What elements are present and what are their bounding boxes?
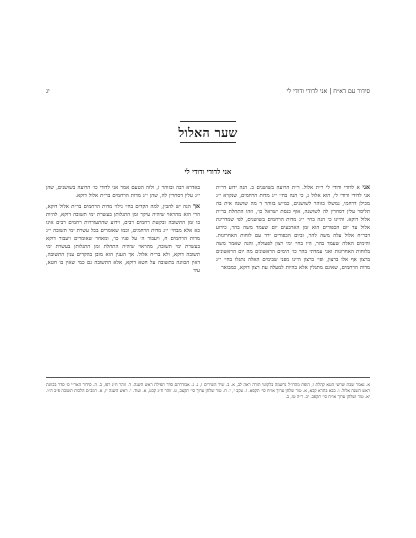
right-column-paragraph: [216, 184, 370, 272]
lead-word: אך: [192, 203, 200, 210]
footnotes: א. נאמר שבת שרשי הטא קהלת ו, הופת מהדו״ל נרשמה בלקוטי תורה ראה לב, א. ב. שיר השירים ו, ג. ג. אבודרהם סדר תפילת ראש השנה. ד. זוהר ח״ג רפו, ב. ה. סידור האר״י ס׳ סדר בכוונת ראש השנה אלול. ו. בבא בתרא קכא, א. טור שלחן ערוך או״ח סי׳ תקפא. ז. עקב י, י. ח. טור שלחן ערוך סי׳ תקצב, ט. זוהר ח״ג קכט, א. ועוד. י. ראש השנה יז, א. רמב״ם הלכות תשובה פ״ב ה״ו. יא. טור ושלחן ערוך או״ח סי׳ תקפב. יב. ר״ה טז, ב.: [46, 383, 370, 401]
page-number: יג: [46, 88, 50, 95]
paragraph-text: א לדודי ודודי לי ר״ת אלול. ר״ת הרועה בשושנים ב. הנה ידוע דר״ת אני לדודי ודודי לי, הוא אלול ג, כי הנה בחי׳ י״ג מדות הרחמים, שנקרא י״ג מכילן דרחמי, נמשלו בזוהר לשושנים, כמ״ש בזוהר ד מה שושנה אית בה תליסר עלין דסחרין לה לשושנה, אוף כנסת ישראל כו׳, וזהו התחלת בר״ת אלול דוקא. והיינו כי הנה בחי׳ י״ג מדות הרחמים בשושנים, לפי שמדריגת אלול עד יום הכפורים הוא זמן הארבעים יום שעמד משה בהר, כידוע דבר״ח אלול עלה משה להר, וביום הכפורים ירד עם לוחות האחרונות. והימים האלה שעמד בהר, היו בחי׳ ימי רצון לפעולה, והנה שאמר משה בלוחות האחרונות ואני עמדתי בהר כו׳ הימים הראשונים מה יום הראשונים ברצון אף אלו ברצון, ופי׳ ברצון היינו מפני שבימים האלה נתגלו בחי׳ י״ג מדות הרחמים, שאינם מתגלין אלא בהיות למעלה עת רצון דוקא, כמבואר: [216, 185, 370, 271]
running-header: [46, 88, 370, 100]
left-column-paragraph-2: [46, 203, 200, 275]
gate-title: שער האלול: [178, 125, 238, 140]
paragraph-text: הנה יש להבין, למה הקדים בחי׳ גילוי מדות הרחמים בר״ת אלול דוקא, הרי הוא מהראוי שיהיה עיקר זמן התגלותן בעשרת ימי תשובה דוקא, להיות בו זמן התשובה ובקשת רחמים רבים, וידוע שהתעוררות רחמים רבים אינו כא אלא מבחי׳ י״ג מדות הרחמים, וכמו שאומרים בכל עשרת ימי תשובה י״ג מדות הרחמים ח, ויעבור ה׳ על פניו כו׳, ומאחר שאומרים ויעבור דוקא בעשרת ימי תשובה, מהראוי שיהיה התחלת זמן התגלותן בעשרת ימי תשובה דוקא, ולא בר״ח אלול. אך הענין הוא מובן בהקדים ענין התשובה, דאין הכוונה בתשובה על חטא דוקא, אלא התשובה גם כמי שאין בו חטא, עיד: [46, 204, 200, 274]
body-columns: [46, 184, 370, 371]
section-title: אני לדודי ודודי לי: [184, 167, 232, 176]
lead-word: אני: [362, 184, 370, 191]
running-header-title: סידור עם דא״ח | אני לדודי ודודי לי: [286, 88, 370, 95]
left-column: [46, 184, 200, 278]
left-column-paragraph-1: באדרא רבה ובזוהר ז, ולזה הטעם אמר אני לדודי כו׳ הרועה בשושנים, שהן י״ג עלין דסחרין לה, שהן י״ג מדות הרחמים בר״ת אלול דוקא.: [46, 185, 200, 199]
title-rule-bottom: [180, 142, 236, 143]
right-column: [216, 184, 370, 275]
title-rule-top: [180, 121, 236, 122]
footnote-divider: [46, 377, 370, 378]
